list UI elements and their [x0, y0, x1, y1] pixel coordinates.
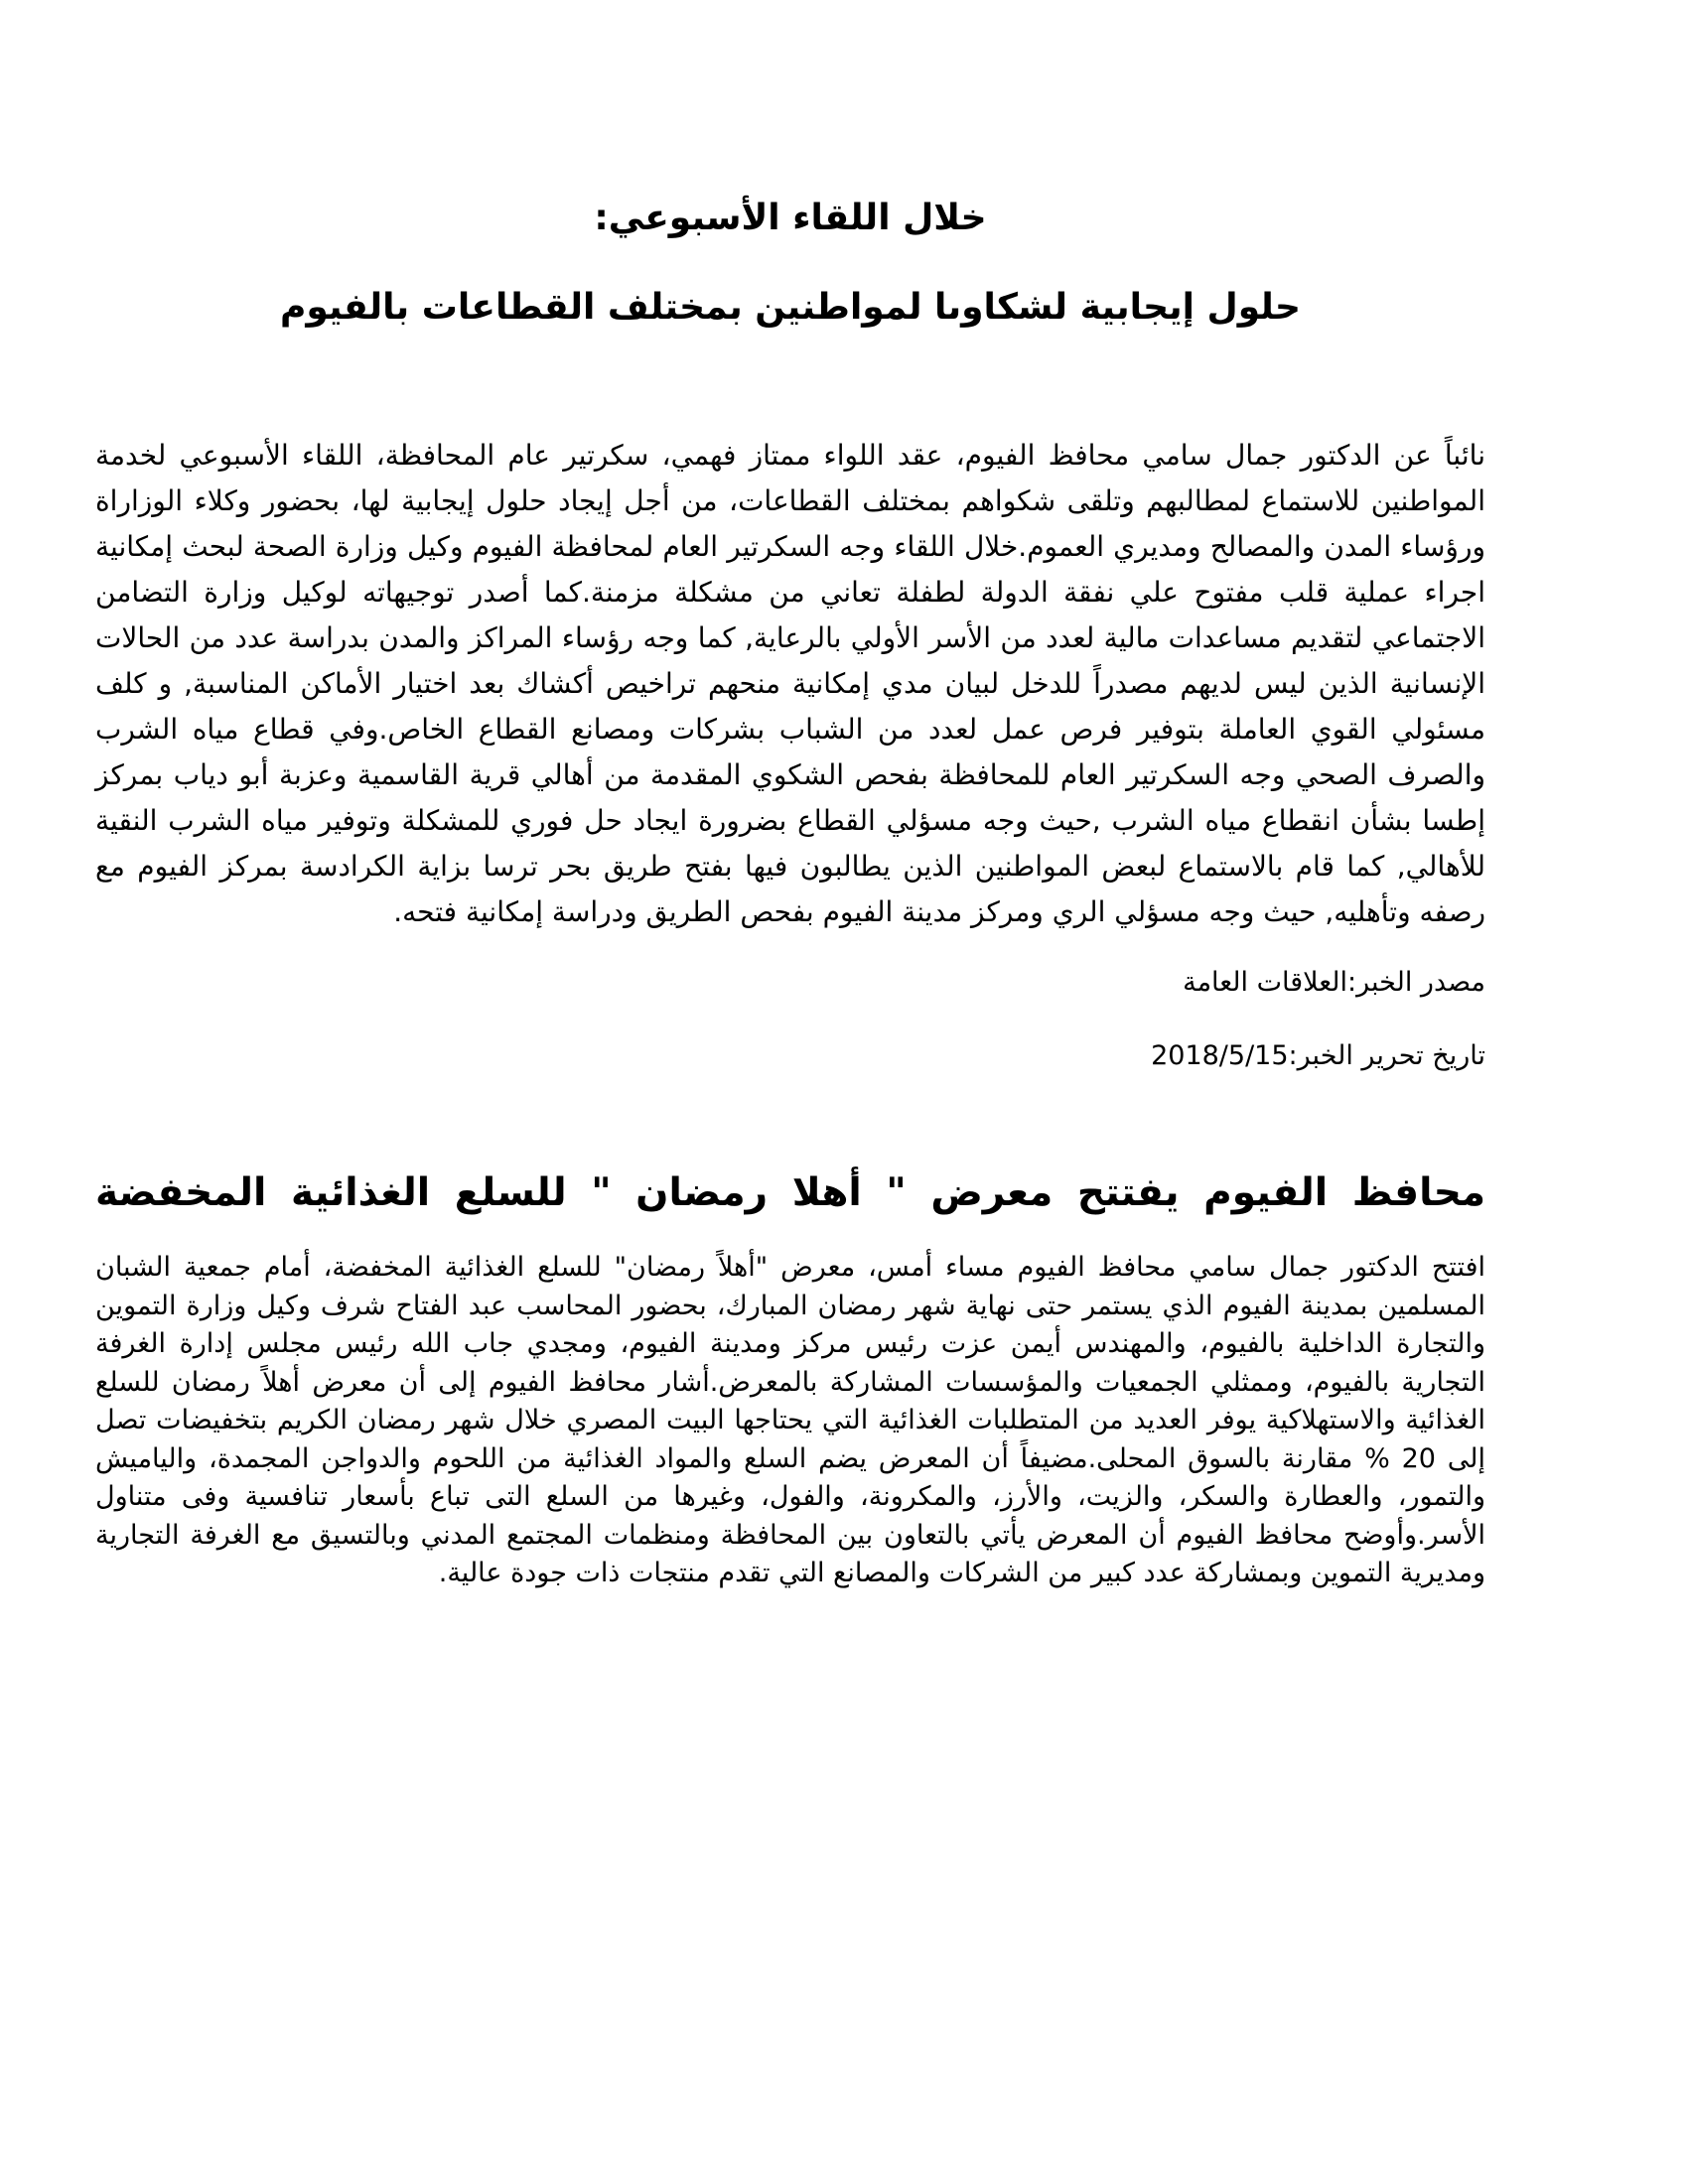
article1-body: نائباً عن الدكتور جمال سامي محافظ الفيوم، عقد اللواء ممتاز فهمي، سكرتير عام المحافظة، اللقاء الأسبوعي لخدمة المواطنين للاستماع لمطالبهم وتلقى شكواهم بمختلف القطاعات، من أجل إيجاد حلول إيجابية لها، بحضور وكلاء الوزاراة ورؤساء المدن والمصالح ومديري العموم.خلال اللقاء وجه السكرتير العام لمحافظة الفيوم وكيل وزارة الصحة لبحث إمكانية اجراء عملية قلب مفتوح علي نفقة الدولة لطفلة تعاني من مشكلة مزمنة.كما أصدر توجيهاته لوكيل وزارة التضامن الاجتماعي لتقديم مساعدات مالية لعدد من الأسر الأولي بالرعاية, كما وجه رؤساء المراكز والمدن بدراسة عدد من الحالات الإنسانية الذين ليس لديهم مصدراً للدخل لبيان مدي إمكانية منحهم تراخيص أكشاك بعد اختيار الأماكن المناسبة, و كلف مسئولي القوي العاملة بتوفير فرص عمل لعدد من الشباب بشركات ومصانع القطاع الخاص.وفي قطاع مياه الشرب والصرف الصحي وجه السكرتير العام للمحافظة بفحص الشكوي المقدمة من أهالي قرية القاسمية وعزبة أبو دياب بمركز إطسا بشأن انقطاع مياه الشرب ,حيث وجه مسؤلي القطاع بضرورة ايجاد حل فوري للمشكلة وتوفير مياه الشرب النقية للأهالي, كما قام بالاستماع لبعض المواطنين الذين يطالبون فيها بفتح طريق بحر ترسا بزاية الكرادسة بمركز الفيوم مع رصفه وتأهليه, حيث وجه مسؤلي الري ومركز مدينة الفيوم بفحص الطريق ودراسة إمكانية فتحه.: [95, 439, 1485, 928]
news-source-line: [95, 963, 1485, 1003]
news-date-label: تاريخ تحرير الخبر:: [1288, 1040, 1485, 1071]
news-date-line: [95, 1036, 1485, 1076]
article2-body: افتتح الدكتور جمال سامي محافظ الفيوم مساء أمس، معرض "أهلاً رمضان" للسلع الغذائية المخفضة، أمام جمعية الشبان المسلمين بمدينة الفيوم الذي يستمر حتى نهاية شهر رمضان المبارك، بحضور المحاسب عبد الفتاح شرف وكيل وزارة التموين والتجارة الداخلية بالفيوم، والمهندس أيمن عزت رئيس مركز ومدينة الفيوم، ومجدي جاب الله رئيس مجلس إدارة الغرفة التجارية بالفيوم، وممثلي الجمعيات والمؤسسات المشاركة بالمعرض.أشار محافظ الفيوم إلى أن معرض أهلاً رمضان للسلع الغذائية والاستهلاكية يوفر العديد من المتطلبات الغذائية التي يحتاجها البيت المصري خلال شهر رمضان الكريم بتخفيضات تصل إلى 20 % مقارنة بالسوق المحلى.مضيفاً أن المعرض يضم السلع والمواد الغذائية من اللحوم والدواجن المجمدة، والياميش والتمور، والعطارة والسكر، والزيت، والأرز، والمكرونة، والفول، وغيرها من السلع التى تباع بأسعار تنافسية وفى متناول الأسر.وأوضح محافظ الفيوم أن المعرض يأتي بالتعاون بين المحافظة ومنظمات المجتمع المدني وبالتسيق مع الغرفة التجارية ومديرية التموين وبمشاركة عدد كبير من الشركات والمصانع التي تقدم منتجات ذات جودة عالية.: [95, 1252, 1485, 1588]
news-source-label: مصدر الخبر:: [1347, 967, 1485, 998]
document-content: [95, 195, 1485, 1593]
article1-title-line2: حلول إيجابية لشكاوىا لمواطنين بمختلف القطاعات بالفيوم: [280, 287, 1301, 328]
news-source-value: العلاقات العامة: [1183, 967, 1348, 998]
news-date-value: 2018/5/15: [1151, 1040, 1289, 1071]
article1-title-line1: خلال اللقاء الأسبوعي:: [594, 198, 987, 238]
article2-title: محافظ الفيوم يفتتح معرض " أهلا رمضان " للسلع الغذائية المخفضة: [95, 1170, 1485, 1215]
